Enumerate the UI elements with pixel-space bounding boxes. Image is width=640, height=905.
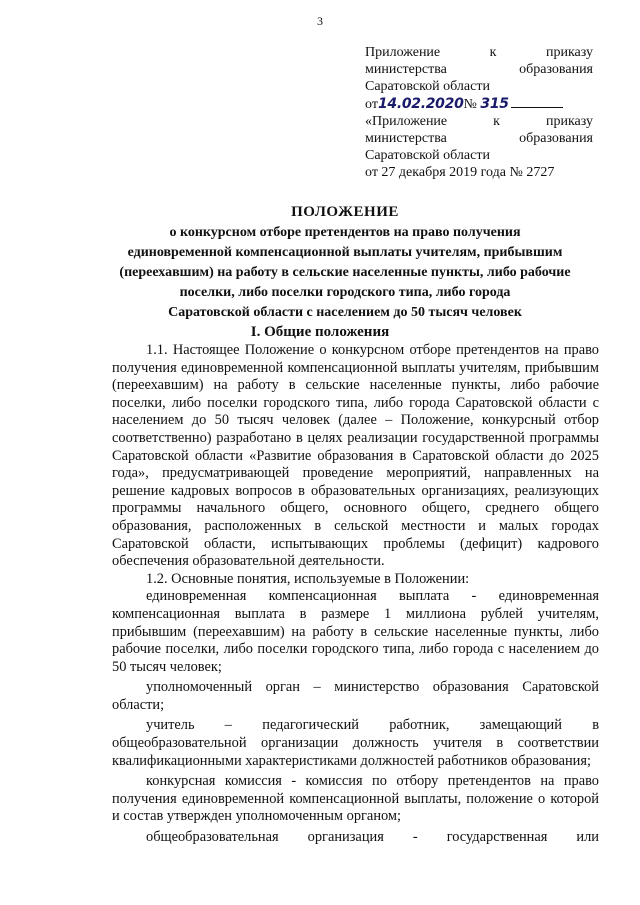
date-prefix: от xyxy=(365,97,378,112)
definition-commission: конкурсная комиссия - комиссия по отбору претендентов на право получения единовременной компенсационной выплаты, положение о которой и состав утвержден уполномоченным органом; xyxy=(112,773,599,825)
paragraph-1-2: 1.2. Основные понятия, используемые в Положении: xyxy=(146,570,470,587)
definition-organization: общеобразовательная организация - государственная или xyxy=(146,829,599,846)
appendix-old-line: «Приложение к приказу xyxy=(365,114,593,129)
appendix-line: Приложение к приказу xyxy=(365,45,593,60)
handwritten-number: 315 xyxy=(480,96,509,112)
document-title-block xyxy=(90,202,600,323)
appendix-line: Саратовской области xyxy=(365,79,490,94)
number-sign: № xyxy=(463,97,477,112)
title-line: единовременной компенсационной выплаты учителям, прибывшим xyxy=(127,245,563,260)
page-number: 3 xyxy=(317,14,323,28)
signature-underline xyxy=(511,95,563,108)
definition-teacher: учитель – педагогический работник, замещающий в общеобразовательной организации должность учителя в соответствии квалификационными характеристиками должностей работников образования; xyxy=(112,717,599,769)
appendix-line: министерства образования xyxy=(365,62,593,77)
appendix-date-line xyxy=(365,95,593,113)
section-body xyxy=(112,342,599,847)
handwritten-date: 14.02.2020 xyxy=(377,96,464,112)
appendix-old-line: министерства образования xyxy=(365,131,593,146)
title-line: поселки, либо поселки городского типа, либо города xyxy=(179,285,511,300)
appendix-header xyxy=(365,44,593,181)
appendix-old-line: от 27 декабря 2019 года № 2727 xyxy=(365,165,555,180)
title-line: о конкурсном отборе претендентов на право получения xyxy=(169,225,521,240)
definition-authority: уполномоченный орган – министерство образования Саратовской области; xyxy=(112,679,599,713)
definition-compensation: единовременная компенсационная выплата - единовременная компенсационная выплата в размере 1 миллиона рублей учителям, прибывшим (переехавшим) на работу в сельские населенные пункты, либо рабочие поселки, либо поселки городского типа, либо города с населением до 50 тысяч человек; xyxy=(112,588,599,675)
document-title: ПОЛОЖЕНИЕ xyxy=(291,204,399,220)
section-heading: I. Общие положения xyxy=(250,324,390,340)
title-line: (переехавшим) на работу в сельские населенные пункты, либо рабочие xyxy=(119,265,571,280)
paragraph-1-1: 1.1. Настоящее Положение о конкурсном отборе претендентов на право получения единовременной компенсационной выплаты учителям, прибывшим (переехавшим) на работу в сельские населенные пункты, либо рабочие поселки, либо поселки городского типа, либо города Саратовской области с населением до 50 тысяч человек (далее – Положение, конкурсный отбор соответственно) разработано в целях реализации государственной программы Саратовской области «Развитие образования в Саратовской области до 2025 года», предусматривающей проведение мероприятий, направленных на решение кадровых вопросов в образовательных организациях, реализующих программы начального общего, основного общего, среднего общего образования, расположенных в сельской местности и малых городах Саратовской области, испытывающих проблемы (дефицит) кадрового обеспечения образовательной деятельности. xyxy=(112,342,599,570)
title-line: Саратовской области с населением до 50 тысяч человек xyxy=(168,305,522,320)
appendix-old-line: Саратовской области xyxy=(365,148,490,163)
